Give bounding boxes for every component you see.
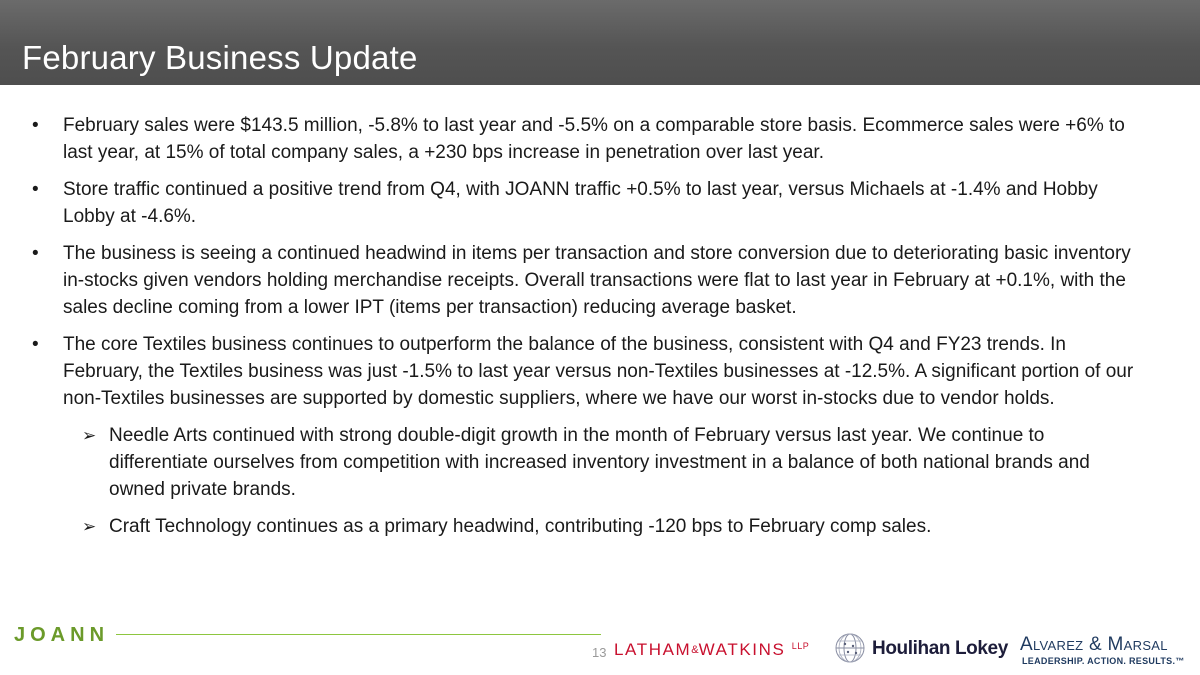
houlihan-lokey-logo: Houlihan Lokey bbox=[872, 638, 1008, 659]
bullet-text: The business is seeing a continued headwind in items per transaction and store conversion due to deteriorating basic inventory in-stocks given vendors holding merchandise receipts. Overall transactions were flat to last year in February at +0.1%, with the sales decline coming from a lower IPT (items per transaction) reducing average basket. bbox=[63, 243, 1131, 318]
latham-text: LATHAM bbox=[614, 640, 692, 659]
bullet-item bbox=[28, 240, 1138, 321]
arrow-bullet-icon: ➢ bbox=[82, 517, 97, 536]
sub-bullet-item bbox=[74, 422, 1138, 503]
footer-divider bbox=[116, 634, 601, 635]
bullet-text: The core Textiles business continues to outperform the balance of the business, consistent with Q4 and FY23 trends. In February, the Textiles business was just -1.5% to last year versus non-Textiles businesses at -12.5%. A significant portion of our non-Textiles businesses are supported by domestic suppliers, where we have our worst in-stocks due to vendor holds. bbox=[63, 334, 1134, 409]
bullet-text: Store traffic continued a positive trend from Q4, with JOANN traffic +0.5% to last year, versus Michaels at -1.4% and Hobby Lobby at -4.6%. bbox=[63, 179, 1098, 227]
bullet-dot-icon: • bbox=[32, 179, 39, 200]
bullet-item bbox=[28, 112, 1138, 166]
bullet-dot-icon: • bbox=[32, 334, 39, 355]
latham-llp: LLP bbox=[791, 641, 810, 651]
bullet-dot-icon: • bbox=[32, 115, 39, 136]
joann-logo: JOANN bbox=[14, 624, 110, 646]
alvarez-marsal-logo: Alvarez & Marsal bbox=[1020, 634, 1168, 655]
alvarez-marsal-tagline: LEADERSHIP. ACTION. RESULTS.™ bbox=[1022, 656, 1185, 666]
watkins-text: WATKINS bbox=[698, 640, 786, 659]
sub-bullet-text: Craft Technology continues as a primary headwind, contributing -120 bps to February comp sales. bbox=[109, 516, 932, 537]
sub-bullet-item bbox=[74, 513, 1138, 540]
page-title: February Business Update bbox=[22, 39, 418, 76]
slide-body bbox=[28, 112, 1138, 550]
bullet-text: February sales were $143.5 million, -5.8% to last year and -5.5% on a comparable store basis. Ecommerce sales were +6% to last year, at 15% of total company sales, a +230 bps increase in penetration over last year. bbox=[63, 115, 1125, 163]
sub-bullet-text: Needle Arts continued with strong double-digit growth in the month of February versus last year. We continue to differentiate ourselves from competition with increased inventory investment in a balance of both national brands and owned private brands. bbox=[109, 425, 1090, 500]
title-bar bbox=[0, 0, 1200, 85]
bullet-dot-icon: • bbox=[32, 243, 39, 264]
page-number: 13 bbox=[592, 645, 607, 660]
bullet-item bbox=[28, 176, 1138, 230]
houlihan-globe-icon bbox=[834, 632, 866, 664]
latham-amp: & bbox=[691, 644, 699, 656]
latham-watkins-logo bbox=[614, 640, 809, 660]
bullet-item bbox=[28, 331, 1138, 412]
arrow-bullet-icon: ➢ bbox=[82, 426, 97, 445]
